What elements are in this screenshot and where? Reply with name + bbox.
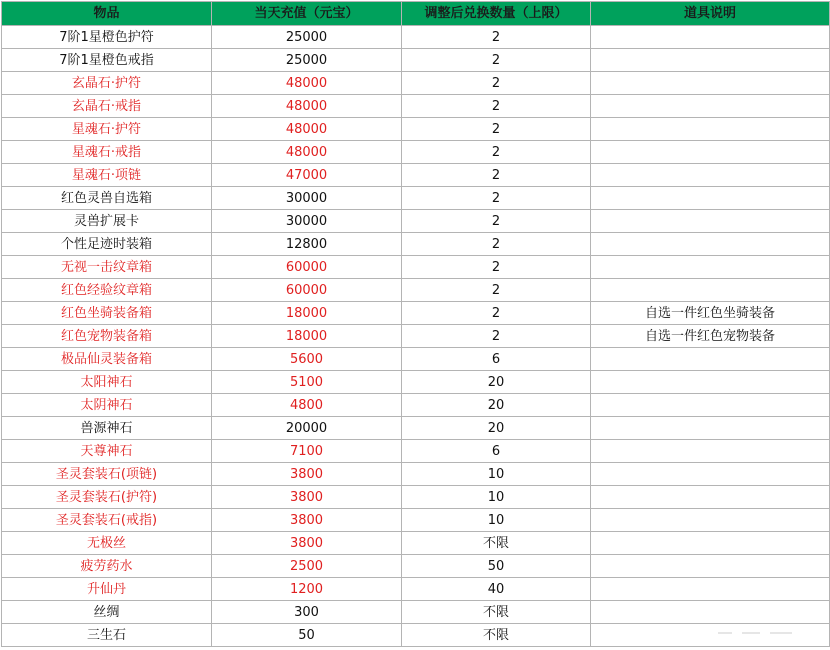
cell-limit: 6 [402,440,591,463]
cell-limit: 2 [402,164,591,187]
cell-recharge: 5100 [212,371,402,394]
cell-recharge: 5600 [212,348,402,371]
cell-recharge: 2500 [212,555,402,578]
cell-recharge: 18000 [212,302,402,325]
cell-limit: 10 [402,486,591,509]
cell-recharge: 47000 [212,164,402,187]
cell-description [591,417,830,440]
cell-description [591,49,830,72]
table-row [2,164,830,187]
cell-limit: 10 [402,509,591,532]
cell-limit: 2 [402,302,591,325]
table-row [2,601,830,624]
cell-item: 7阶1星橙色护符 [2,26,212,49]
cell-limit: 2 [402,187,591,210]
cell-description [591,118,830,141]
cell-recharge: 48000 [212,72,402,95]
cell-description: 自选一件红色宠物装备 [591,325,830,348]
cell-limit: 20 [402,371,591,394]
cell-limit: 2 [402,26,591,49]
cell-limit: 2 [402,72,591,95]
cell-item: 红色宠物装备箱 [2,325,212,348]
cell-description [591,233,830,256]
cell-description [591,463,830,486]
cell-recharge: 3800 [212,486,402,509]
cell-limit: 10 [402,463,591,486]
cell-item: 无视一击纹章箱 [2,256,212,279]
cell-description [591,256,830,279]
cell-limit: 2 [402,49,591,72]
cell-limit: 不限 [402,624,591,647]
table-row [2,440,830,463]
table-row [2,532,830,555]
cell-description [591,141,830,164]
cell-description [591,486,830,509]
cell-recharge: 20000 [212,417,402,440]
cell-description [591,164,830,187]
cell-description [591,394,830,417]
cell-item: 太阴神石 [2,394,212,417]
table-row [2,95,830,118]
cell-description [591,601,830,624]
cell-item: 极品仙灵装备箱 [2,348,212,371]
cell-item: 兽源神石 [2,417,212,440]
cell-recharge: 3800 [212,509,402,532]
header-item: 物品 [2,2,212,26]
cell-item: 红色坐骑装备箱 [2,302,212,325]
cell-description [591,72,830,95]
cell-description [591,95,830,118]
cell-item: 升仙丹 [2,578,212,601]
table-row [2,486,830,509]
cell-limit: 2 [402,279,591,302]
cell-recharge: 48000 [212,141,402,164]
cell-item: 圣灵套装石(戒指) [2,509,212,532]
cell-limit: 2 [402,210,591,233]
cell-description [591,509,830,532]
table-row [2,256,830,279]
cell-item: 丝绸 [2,601,212,624]
cell-limit: 2 [402,256,591,279]
cell-recharge: 25000 [212,49,402,72]
table-row [2,233,830,256]
cell-item: 7阶1星橙色戒指 [2,49,212,72]
table-row [2,509,830,532]
cell-description [591,555,830,578]
cell-recharge: 50 [212,624,402,647]
cell-limit: 20 [402,394,591,417]
cell-description [591,578,830,601]
cell-limit: 2 [402,141,591,164]
table-row [2,141,830,164]
cell-limit: 40 [402,578,591,601]
cell-item: 玄晶石·戒指 [2,95,212,118]
cell-item: 个性足迹时装箱 [2,233,212,256]
table-row [2,417,830,440]
cell-item: 无极丝 [2,532,212,555]
header-description: 道具说明 [591,2,830,26]
table-row [2,118,830,141]
cell-description [591,26,830,49]
cell-recharge: 300 [212,601,402,624]
cell-recharge: 30000 [212,210,402,233]
table-row [2,187,830,210]
cell-description: 自选一件红色坐骑装备 [591,302,830,325]
cell-recharge: 48000 [212,95,402,118]
cell-recharge: 12800 [212,233,402,256]
cell-limit: 20 [402,417,591,440]
cell-description [591,440,830,463]
table-row [2,279,830,302]
cell-recharge: 60000 [212,256,402,279]
cell-recharge: 3800 [212,532,402,555]
cell-recharge: 30000 [212,187,402,210]
table-body [2,26,830,647]
cell-item: 灵兽扩展卡 [2,210,212,233]
cell-recharge: 18000 [212,325,402,348]
cell-item: 三生石 [2,624,212,647]
cell-limit: 2 [402,118,591,141]
table-row [2,463,830,486]
cell-description [591,187,830,210]
cell-recharge: 48000 [212,118,402,141]
cell-limit: 50 [402,555,591,578]
table-row [2,371,830,394]
cell-limit: 不限 [402,601,591,624]
table-row [2,72,830,95]
table-row [2,348,830,371]
table-row [2,26,830,49]
cell-recharge: 7100 [212,440,402,463]
table-row [2,302,830,325]
table-row [2,578,830,601]
header-row [2,2,830,26]
cell-description [591,279,830,302]
cell-item: 星魂石·项链 [2,164,212,187]
cell-limit: 2 [402,95,591,118]
exchange-table [1,1,830,647]
cell-description [591,348,830,371]
cell-limit: 2 [402,233,591,256]
cell-recharge: 60000 [212,279,402,302]
cell-item: 太阳神石 [2,371,212,394]
cell-limit: 6 [402,348,591,371]
cell-recharge: 25000 [212,26,402,49]
cell-item: 圣灵套装石(项链) [2,463,212,486]
table-row [2,49,830,72]
table-row [2,624,830,647]
cell-item: 星魂石·护符 [2,118,212,141]
cell-description [591,532,830,555]
cell-item: 疲劳药水 [2,555,212,578]
header-limit: 调整后兑换数量（上限） [402,2,591,26]
cell-item: 红色经验纹章箱 [2,279,212,302]
cell-item: 红色灵兽自选箱 [2,187,212,210]
cell-item: 星魂石·戒指 [2,141,212,164]
cell-recharge: 3800 [212,463,402,486]
cell-recharge: 4800 [212,394,402,417]
cell-item: 圣灵套装石(护符) [2,486,212,509]
watermark [718,622,808,630]
cell-description [591,371,830,394]
table-row [2,325,830,348]
cell-description [591,210,830,233]
table-row [2,555,830,578]
cell-item: 天尊神石 [2,440,212,463]
header-recharge: 当天充值（元宝） [212,2,402,26]
cell-item: 玄晶石·护符 [2,72,212,95]
table-row [2,210,830,233]
cell-limit: 不限 [402,532,591,555]
table-row [2,394,830,417]
cell-limit: 2 [402,325,591,348]
cell-recharge: 1200 [212,578,402,601]
